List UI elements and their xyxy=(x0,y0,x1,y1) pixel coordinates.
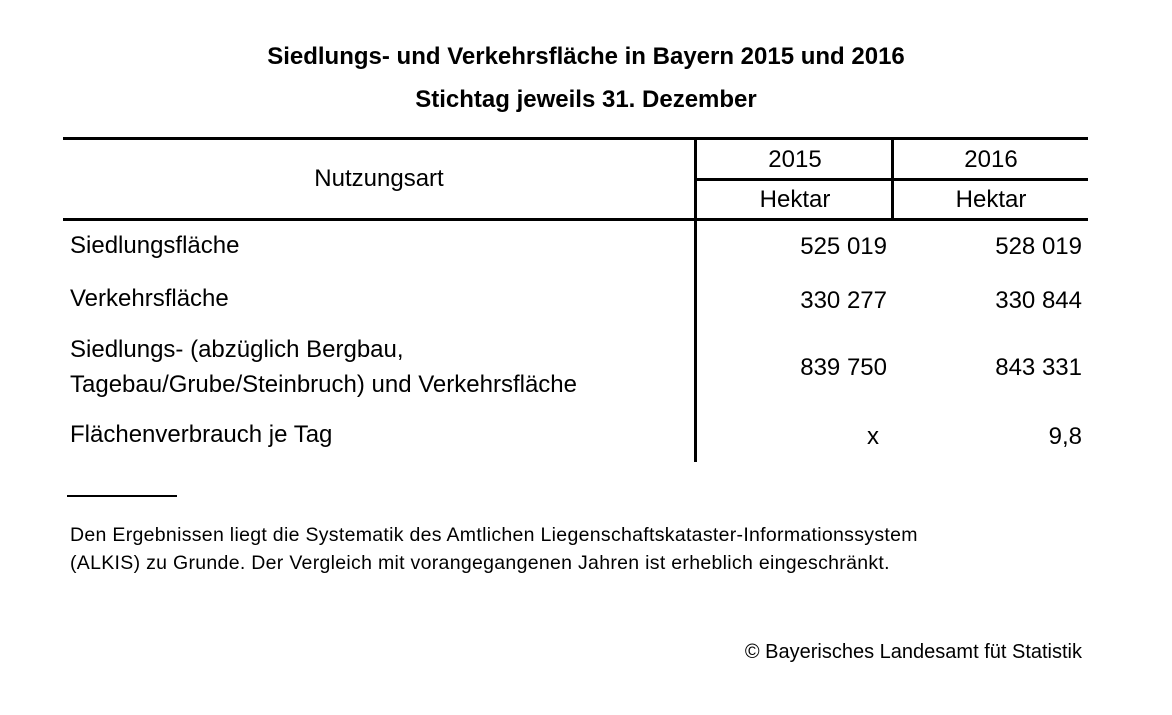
data-table xyxy=(63,137,1088,462)
cell-siedlungsflaeche-2015: 525 019 xyxy=(800,233,887,260)
cell-siedlungs-verkehrsflaeche-2015: 839 750 xyxy=(800,354,887,381)
header-bottom-rule xyxy=(63,218,1088,221)
copyright-notice: © Bayerisches Landesamt füt Statistik xyxy=(744,641,1082,663)
row-label-flaechenverbrauch: Flächenverbrauch je Tag xyxy=(70,421,333,448)
page-subtitle: Stichtag jeweils 31. Dezember xyxy=(415,86,757,113)
header-unit-2016: Hektar xyxy=(955,186,1027,213)
footnote-line-1: Den Ergebnissen liegt die Systematik des Amtlichen Liegenschaftskataster-Informationssystem xyxy=(70,524,918,546)
cell-verkehrsflaeche-2015: 330 277 xyxy=(800,287,887,314)
header-year-2016: 2016 xyxy=(964,146,1018,173)
table-top-rule xyxy=(63,137,1088,140)
header-year-2015: 2015 xyxy=(768,146,822,173)
footnote xyxy=(70,521,1050,577)
row-label-siedlungs-verkehrsflaeche-line1: Siedlungs- (abzüglich Bergbau, xyxy=(70,336,404,363)
cell-siedlungsflaeche-2016: 528 019 xyxy=(995,233,1082,260)
cell-flaechenverbrauch-2015: x xyxy=(867,423,879,450)
cell-verkehrsflaeche-2016: 330 844 xyxy=(995,287,1082,314)
page-title: Siedlungs- und Verkehrsfläche in Bayern 2015 und 2016 xyxy=(267,43,905,70)
row-label-siedlungsflaeche: Siedlungsfläche xyxy=(70,232,240,259)
header-unit-2015: Hektar xyxy=(759,186,831,213)
cell-flaechenverbrauch-2016: 9,8 xyxy=(1048,423,1082,450)
cell-siedlungs-verkehrsflaeche-2016: 843 331 xyxy=(995,354,1082,381)
row-label-siedlungs-verkehrsflaeche-line2: Tagebau/Grube/Steinbruch) und Verkehrsfläche xyxy=(70,371,577,398)
header-nutzungsart: Nutzungsart xyxy=(314,165,444,192)
row-label-verkehrsflaeche: Verkehrsfläche xyxy=(70,285,229,312)
footnote-line-2: (ALKIS) zu Grunde. Der Vergleich mit vorangegangenen Jahren ist erheblich eingeschränkt. xyxy=(70,552,890,574)
footnote-rule xyxy=(67,495,177,497)
